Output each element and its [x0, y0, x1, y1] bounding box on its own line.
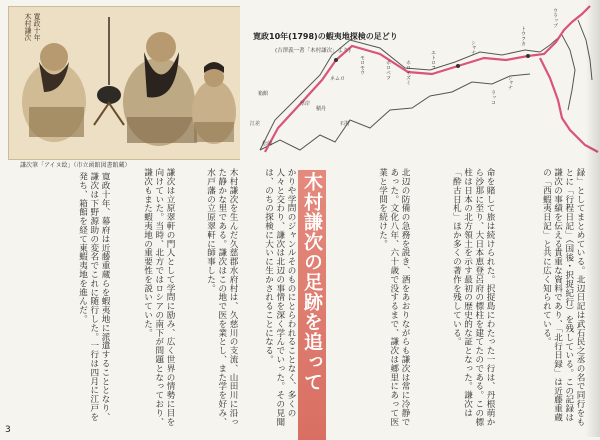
place-label: ホロベツ: [385, 60, 391, 80]
body-column: 命を賭して旅は続けられた。択捉島にわたった一行は、丹根萌から沙那に至り、大日本恵登呂府の標柱を建てたのである。この標柱は日本の北方領土を示す最初の歴史的な証となった。謙次は「酔古日札」ほか多くの著作を残している。: [451, 168, 495, 427]
ainu-painting: [8, 6, 242, 160]
body-column: 寛政十年、幕府は近藤重蔵らを蝦夷地に派遣することとなり、謙次は下野源助の変名でこれに随行した。一行は四月に江戸を発ち、箱館を経て東蝦夷地を進んだ。: [77, 172, 110, 422]
place-label: エトロフ: [430, 50, 436, 70]
place-label: 積丹: [316, 106, 327, 112]
painting-inscription: 寛政十年 木村謙次: [24, 13, 41, 41]
body-column: 謙次は立原翠軒の門人として学問に励み、広く世界の情勢に目を向けていた。当時、北方ではロシアの南下が問題となっており、謙次もまた蝦夷地の重要性を説いていた。: [142, 168, 175, 427]
page-number: 3: [5, 425, 11, 435]
place-label: シャナ: [470, 40, 476, 55]
page-fold-shadow: [585, 0, 600, 437]
place-label: 箱館: [258, 91, 269, 97]
map-title: 寛政10年(1798)の蝦夷地探検の足どり: [253, 32, 398, 41]
place-label: シャナ: [507, 75, 513, 90]
route-map-drawing: [240, 0, 600, 160]
place-label: 松前: [262, 141, 273, 147]
body-column: かりや学問のジャンルそのものにとらわれることなく、多くの人々と交わり、謙次は北辺の事情を深く学んでいった。その見聞は、のちの探検に大いに生かされることになる。: [263, 168, 296, 427]
place-label: 石狩: [340, 121, 351, 127]
place-label: 江差: [250, 121, 261, 127]
place-label: トウフカ: [520, 26, 526, 46]
map-credit: (吉澤義一著「木村謙次」より): [275, 48, 351, 54]
body-column: 録」としてまとめている。北辺日記は武石民之丞の名で同行をもとに「行程日記」（国後・択捉紀行）を残している。この記録は謙次の事績を伝える貴重な資料であり、「北行日録」は近藤重蔵の「西蝦夷日記」と共に広く知られている。: [541, 168, 585, 427]
place-label: 厚岸: [300, 101, 311, 107]
ainu-painting-illustration: [9, 7, 241, 159]
place-label: ホロイズミ: [405, 60, 411, 85]
place-label: モロモウ: [359, 55, 365, 75]
route-map: [240, 0, 600, 160]
place-label: ラッコ: [490, 90, 496, 105]
body-column: 木村謙次を生んだ久慈郡水府村は、久慈川の支流、山田川に沿った静かな里である。謙次はこの地で医を業とし、また学を好み、水戸藩の立原翠軒に師事した。: [205, 168, 238, 427]
painting-caption: 謙次筆「アイヌ絵」（市立函館図書館蔵）: [20, 162, 131, 169]
place-label: ネムロ: [330, 76, 346, 82]
place-label: ウラップ: [552, 8, 558, 28]
article-heading: 木村謙次の足跡を追って: [298, 170, 326, 440]
body-column: 北辺の防備の急務を説き、酒をあおりながらも謙次は常に冷静であった。文化八年、六十歳で没するまで、謙次は郷里にあって医業と学問を続けた。: [377, 168, 410, 427]
